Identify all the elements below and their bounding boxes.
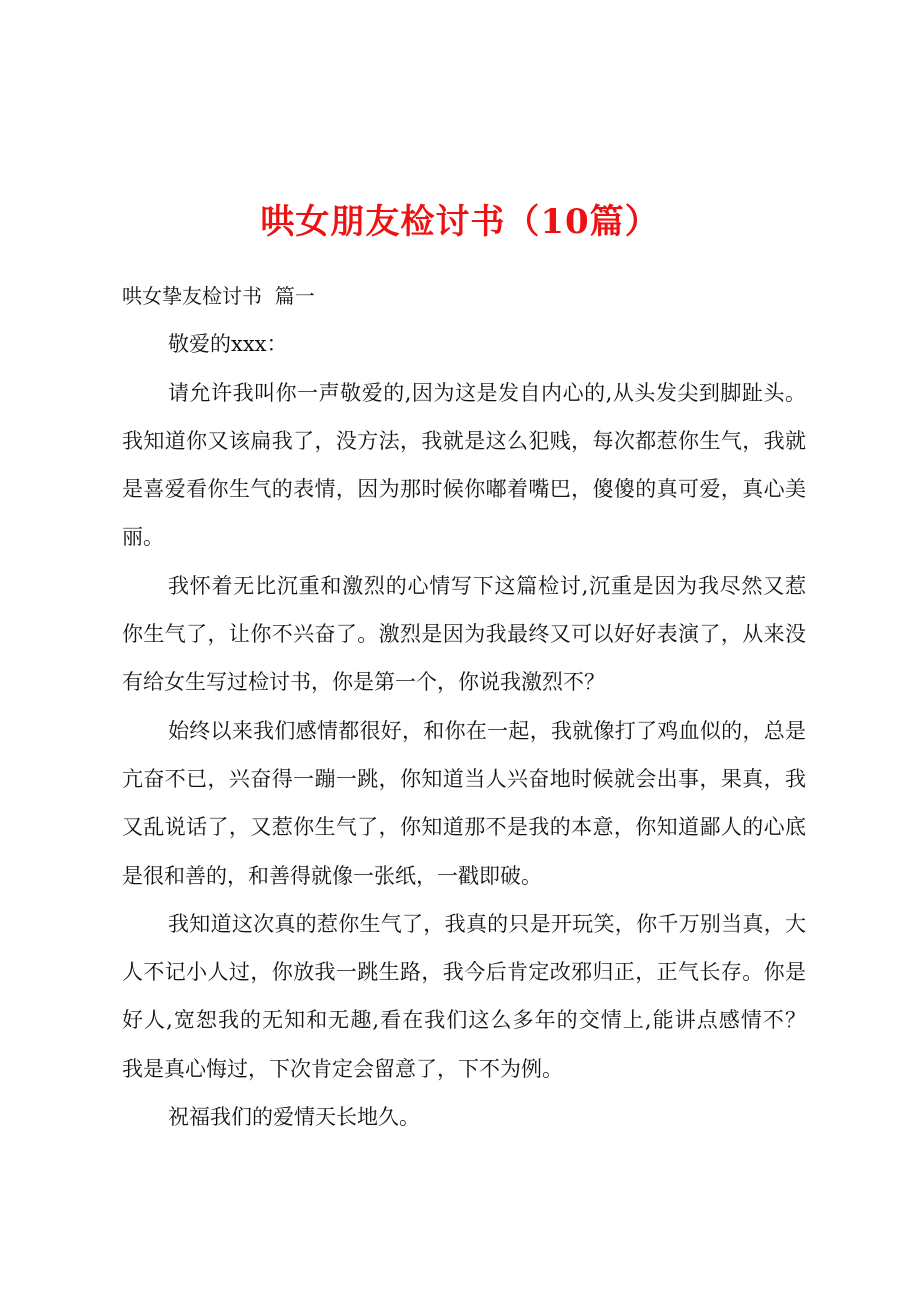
paragraph-line: 丽。 <box>122 525 164 550</box>
paragraph <box>122 1099 806 1147</box>
paragraph-line: 好人,宽恕我的无知和无趣,看在我们这么多年的交情上,能讲点感情不？ <box>122 1008 806 1033</box>
paragraph-line: 人不记小人过，你放我一跳生路，我今后肯定改邪归正，正气长存。你是 <box>122 960 806 985</box>
paragraph-line: 是喜爱看你生气的表情，因为那时候你嘟着嘴巴，傻傻的真可爱，真心美 <box>122 477 806 502</box>
paragraph-line: 你生气了，让你不兴奋了。激烈是因为我最终又可以好好表演了，从来没 <box>122 622 806 647</box>
paragraph <box>122 568 806 713</box>
paragraph-line: 有给女生写过检讨书，你是第一个，你说我激烈不？ <box>122 670 605 695</box>
salutation: 敬爱的xxx： <box>168 332 288 357</box>
paragraph-line: 请允许我叫你一声敬爱的,因为这是发自内心的,从头发尖到脚趾头。 <box>168 380 806 405</box>
section-heading: 哄女挚友检讨书 篇一 <box>122 284 315 308</box>
paragraph-line: 我知道这次真的惹你生气了，我真的只是开玩笑，你千万别当真，大 <box>168 911 806 936</box>
paragraph-line: 亢奋不已，兴奋得一蹦一跳，你知道当人兴奋地时候就会出事，果真，我 <box>122 766 806 791</box>
paragraph <box>122 375 806 568</box>
paragraph-line: 又乱说话了，又惹你生气了，你知道那不是我的本意，你知道鄙人的心底 <box>122 815 806 840</box>
paragraph <box>122 713 806 906</box>
paragraph-line: 是很和善的，和善得就像一张纸，一戳即破。 <box>122 863 542 888</box>
document-title: 哄女朋友检讨书（10篇） <box>260 202 660 242</box>
paragraph-line: 始终以来我们感情都很好，和你在一起，我就像打了鸡血似的，总是 <box>168 718 806 743</box>
paragraph <box>122 906 806 1099</box>
paragraph-line: 我怀着无比沉重和激烈的心情写下这篇检讨,沉重是因为我尽然又惹 <box>168 573 806 598</box>
paragraph-line: 我知道你又该扁我了，没方法，我就是这么犯贱，每次都惹你生气，我就 <box>122 428 806 453</box>
paragraph-line: 我是真心悔过，下次肯定会留意了，下不为例。 <box>122 1056 563 1081</box>
paragraph-line: 祝福我们的爱情天长地久。 <box>168 1105 420 1130</box>
document-body <box>122 278 806 1147</box>
